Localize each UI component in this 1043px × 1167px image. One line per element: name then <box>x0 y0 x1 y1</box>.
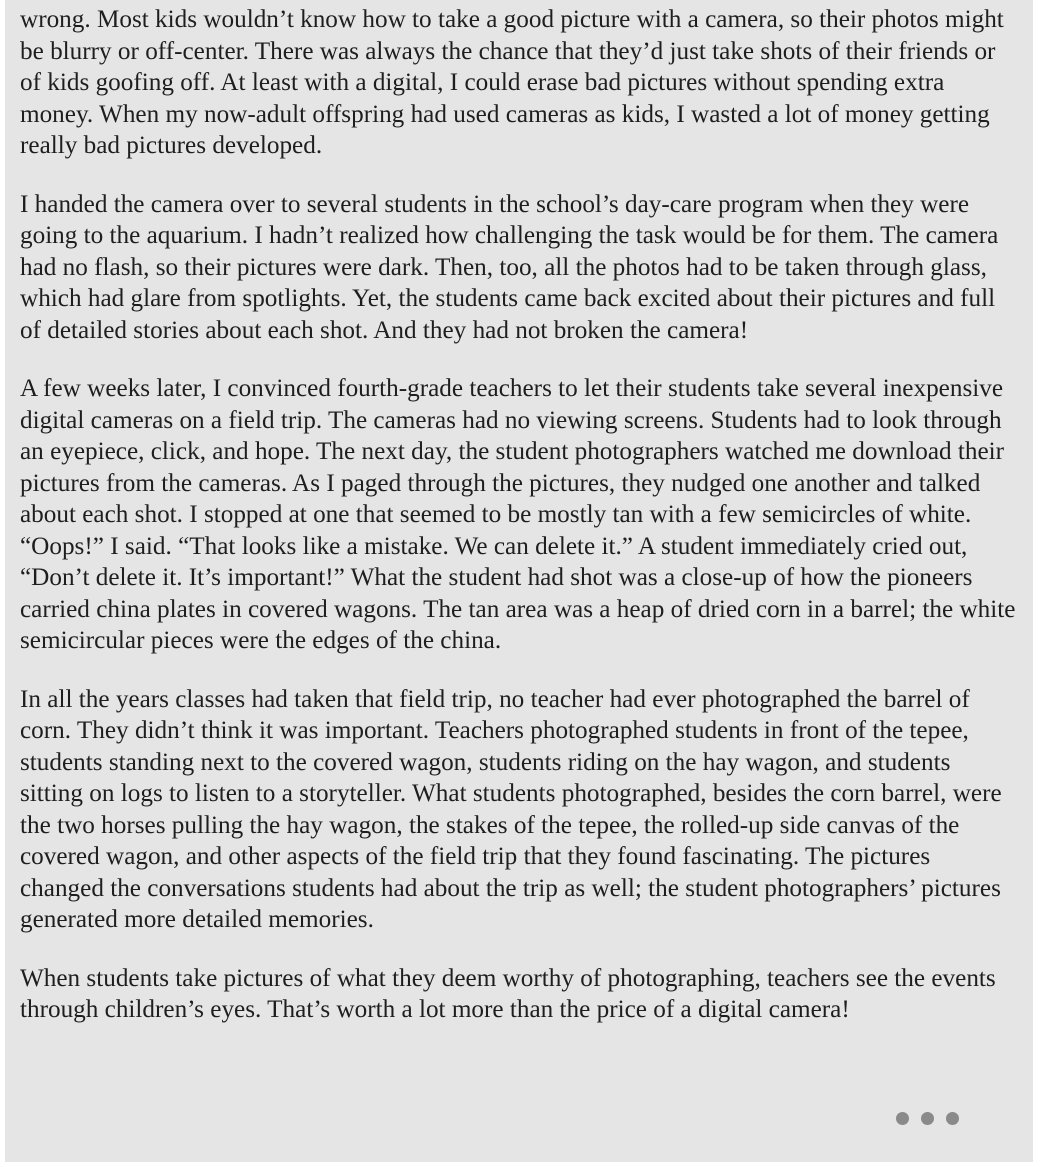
dot-3 <box>946 1112 959 1125</box>
dot-2 <box>921 1112 934 1125</box>
dot-1 <box>896 1112 909 1125</box>
paragraph-4: In all the years classes had taken that field trip, no teacher had ever photographed the barrel of corn. They didn’t think it was important. Teachers photographed students in front of the tepee, students standing next to the covered wagon, students riding on the hay wagon, and students sitting on logs to listen to a storyteller. What students photographed, besides the corn barrel, were the two horses pulling the hay wagon, the stakes of the tepee, the rolled-up side canvas of the covered wagon, and other aspects of the field trip that they found fascinating. The pictures changed the conversations students had about the trip as well; the student photographers’ pictures generated more detailed memories. <box>20 685 1002 933</box>
paragraph-2: I handed the camera over to several students in the school’s day-care program when they were going to the aquarium. I hadn’t realized how challenging the task would be for them. The camera had no flash, so their pictures were dark. Then, too, all the photos had to be taken through glass, which had glare from spotlights. Yet, the students came back excited about their pictures and full of detailed stories about each shot. And they had not broken the camera! <box>20 190 999 344</box>
ellipsis-icon[interactable] <box>896 1112 959 1125</box>
paragraph-3: A few weeks later, I convinced fourth-grade teachers to let their students take several inexpensive digital cameras on a field trip. The cameras had no viewing screens. Students had to look through an eyepiece, click, and hope. The next day, the student photographers watched me download their pictures from the cameras. As I paged through the pictures, they nudged one another and talked about each shot. I stopped at one that seemed to be mostly tan with a few semicircles of white. “Oops!” I said. “That looks like a mistake. We can delete it.” A student immediately cried out, “Don’t delete it. It’s important!” What the student had shot was a close-up of how the pioneers carried china plates in covered wagons. The tan area was a heap of dried corn in a barrel; the white semicircular pieces were the edges of the china. <box>20 375 1016 654</box>
article-panel <box>5 0 1033 1162</box>
paragraph-1: wrong. Most kids wouldn’t know how to take a good picture with a camera, so their photos might be blurry or off-center. There was always the chance that they’d just take shots of their friends or of kids goofing off. At least with a digital, I could erase bad pictures without spending extra money. When my now-adult offspring had used cameras as kids, I wasted a lot of money getting really bad pictures developed. <box>20 6 1004 159</box>
paragraph-5: When students take pictures of what they deem worthy of photographing, teachers see the events through children’s eyes. That’s worth a lot more than the price of a digital camera! <box>20 964 996 1023</box>
